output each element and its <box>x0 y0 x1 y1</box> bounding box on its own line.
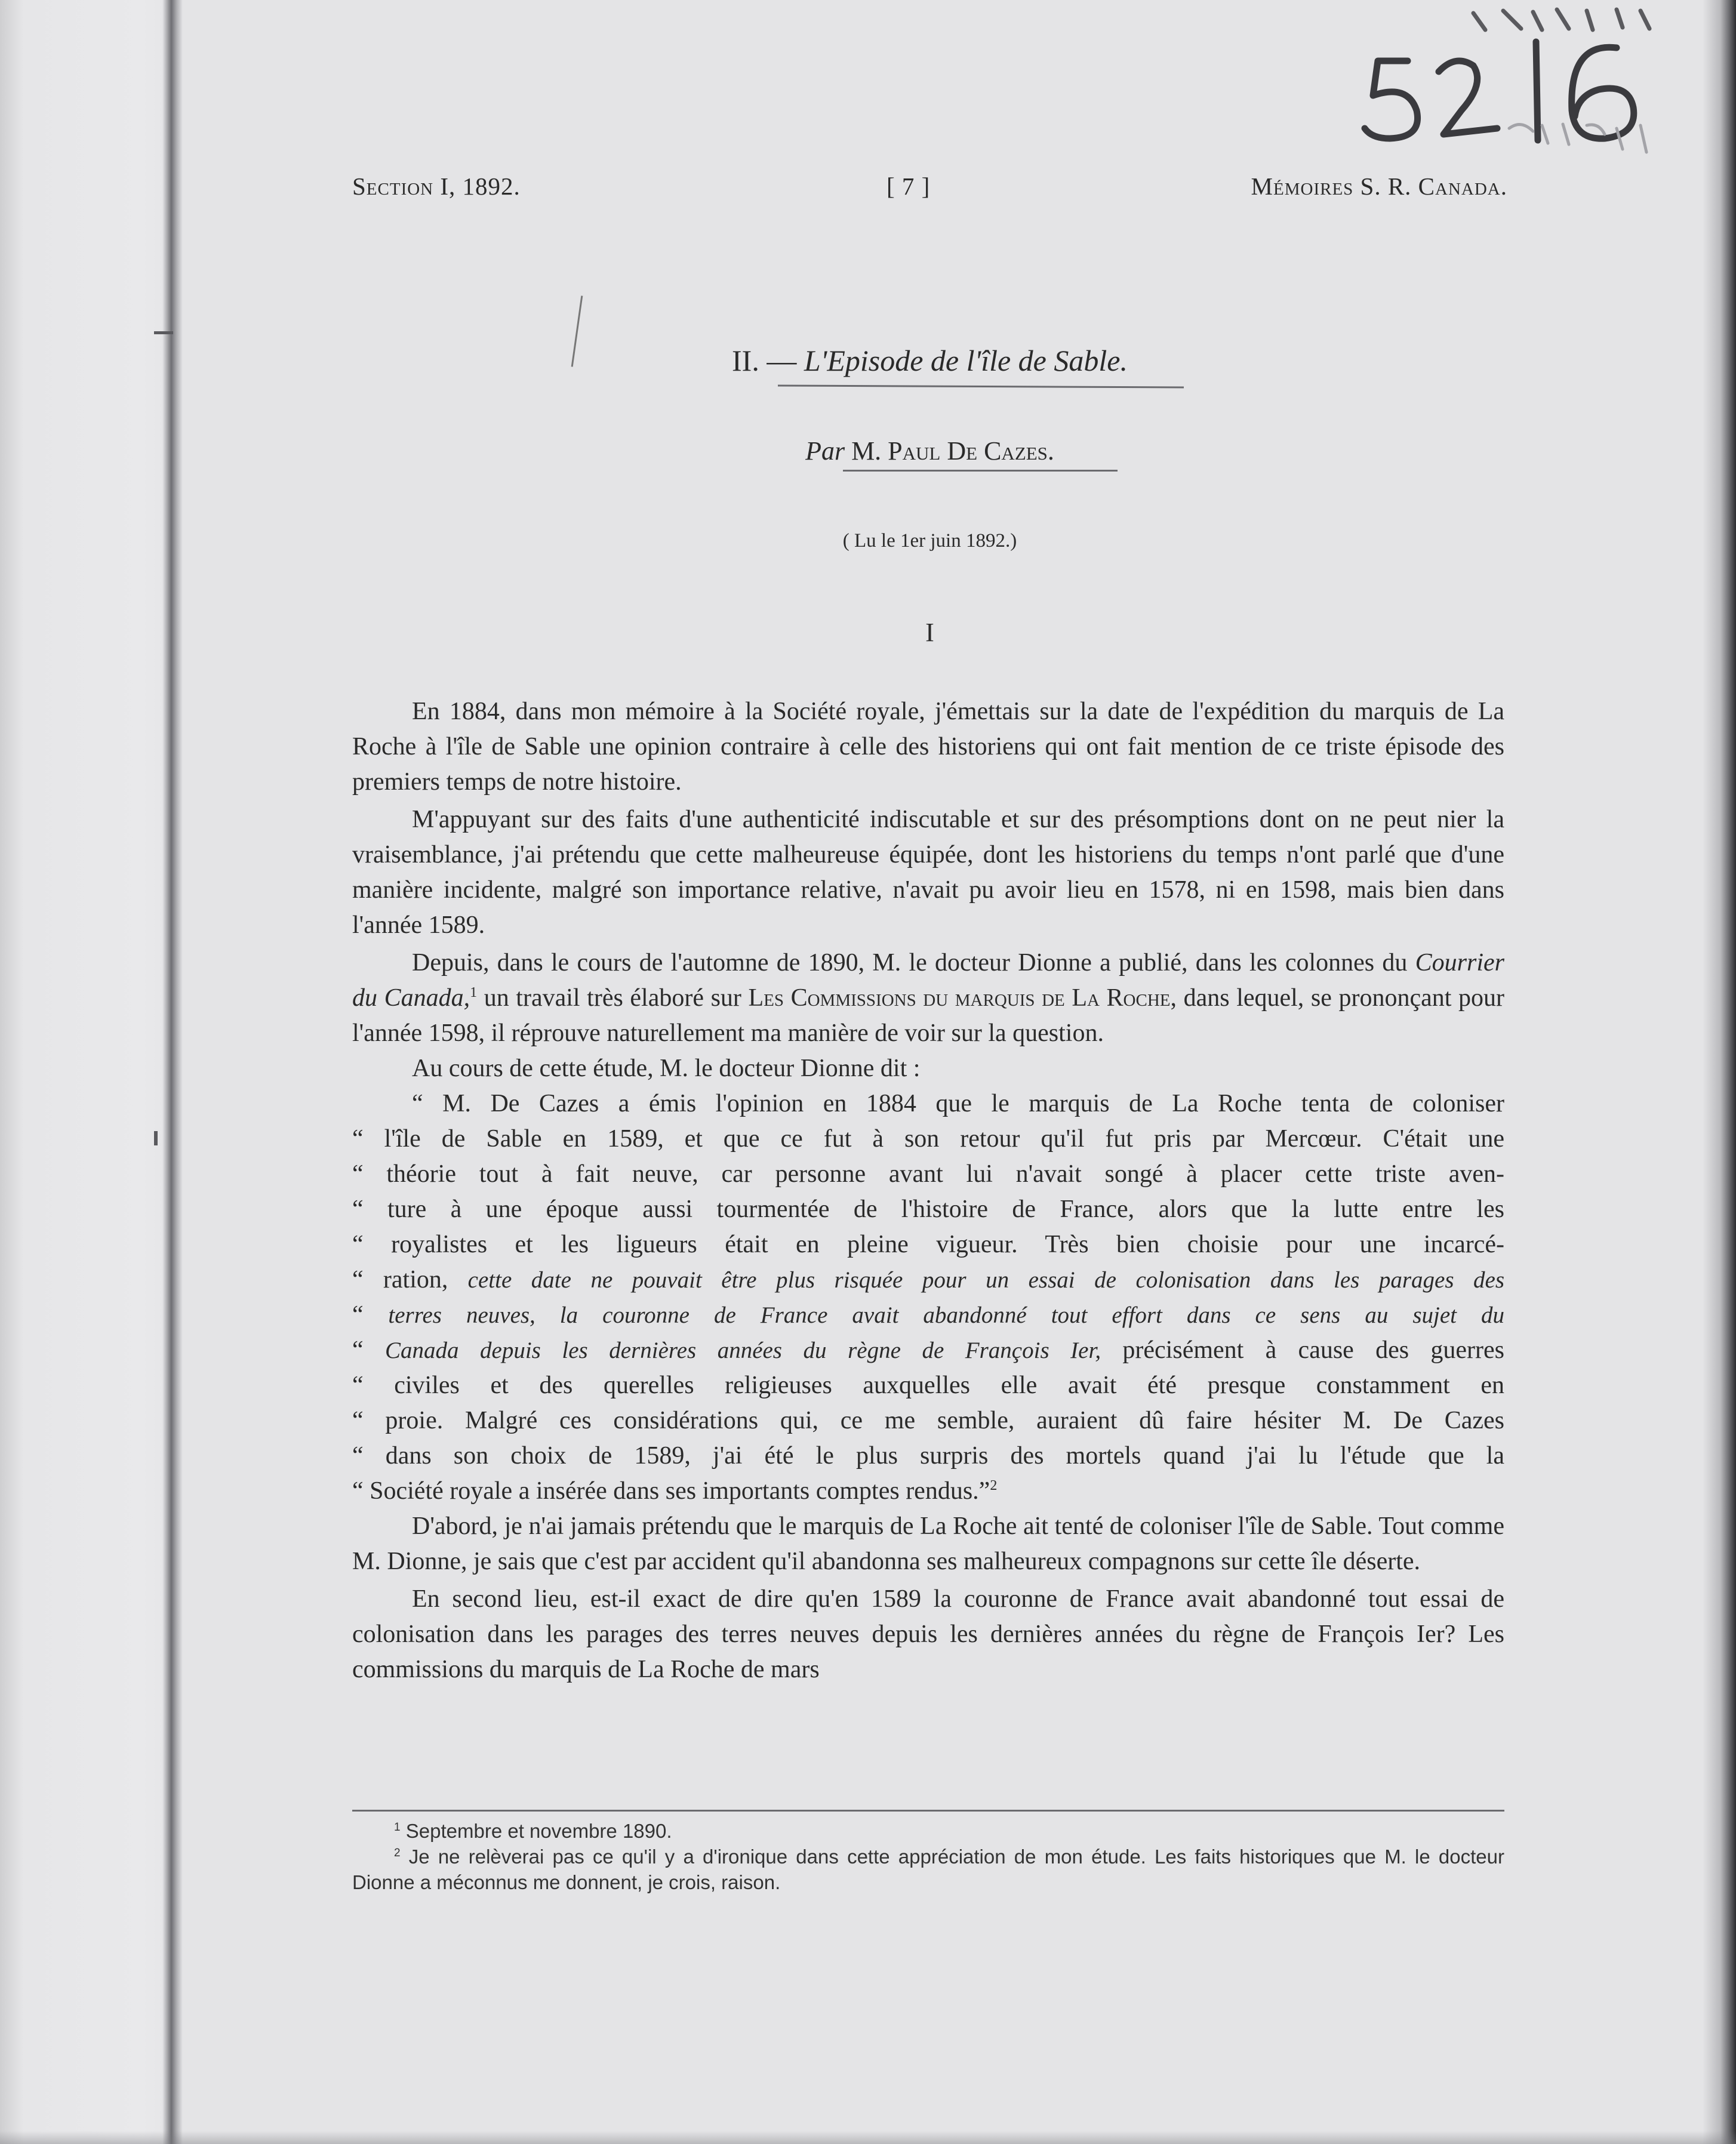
quote-text: précisément à cause des guerres <box>1122 1336 1505 1364</box>
footnote-number: 1 <box>394 1821 401 1834</box>
title-numeral: II. — <box>732 344 797 377</box>
page-left-margin <box>0 0 179 2144</box>
paragraph: En second lieu, est-il exact de dire qu'en 1589 la couronne de France avait abandonné tout essai de colonisation dans les parages des terres neuves depuis les dernières années du règne de François Ier? Les commissions du marquis de La Roche de mars <box>352 1585 1504 1683</box>
paragraph: M'appuyant sur des faits d'une authenticité indiscutable et sur des présomptions dont on ne peut nier la vraisemblance, j'ai prétendu que cette malheureuse équipée, dont les historiens du temps n'ont parlé que d'une manière incidente, malgré son importance relative, n'avait pu avoir lieu en 1578, ni en 1598, mais bien dans l'année 1589. <box>352 806 1504 939</box>
binding-shadow <box>162 0 183 2144</box>
title-underline <box>778 385 1184 389</box>
quote-line: “ royalistes et les ligueurs était en pleine vigueur. Très bien choisie pour une incarcé- <box>352 1231 1504 1258</box>
margin-tick-mark <box>154 331 173 334</box>
author-prefix: Par <box>805 436 845 466</box>
newspaper-title: Courrier du Canada, <box>352 949 1504 1012</box>
footnote-text: Septembre et novembre 1890. <box>405 1820 672 1842</box>
paragraph-text: un travail très élaboré sur <box>484 984 741 1012</box>
section-number: I <box>925 618 934 647</box>
quote-text: “ ration, <box>352 1266 448 1293</box>
quote-italic: cette date ne pouvait être plus risquée pour un essai de colonisation dans les parages des <box>467 1267 1505 1293</box>
quote-line <box>352 1474 1504 1509</box>
quote-line: “ M. De Cazes a émis l'opinion en 1884 que le marquis de La Roche tenta de coloniser <box>412 1090 1504 1117</box>
quote-italic: terres neuves, la couronne de France avait abandonné tout effort dans ce sens au sujet du <box>388 1302 1504 1328</box>
footnote-text: Je ne relèverai pas ce qu'il y a d'ironique dans cette appréciation de mon étude. Les faits historiques que M. le docteur Dionne a méconnus me donnent, je crois, raison. <box>352 1846 1504 1893</box>
paragraph <box>352 945 1504 1051</box>
quote-line: “ ture à une époque aussi tourmentée de l'histoire de France, alors que la lutte entre les <box>352 1196 1504 1223</box>
quote-line <box>352 1333 1504 1368</box>
quote-mark: “ <box>352 1336 364 1364</box>
paragraph-text: Depuis, dans le cours de l'automne de 1890, M. le docteur Dionne a publié, dans les colonnes du <box>412 949 1408 976</box>
quote-text: “ Société royale a insérée dans ses importants comptes rendus.” <box>352 1477 990 1505</box>
quote-line: “ civiles et des querelles religieuses auxquelles elle avait été presque constamment en <box>352 1372 1504 1399</box>
footnotes <box>352 1818 1504 1895</box>
article-title <box>352 343 1507 378</box>
work-title: Les Commissions du marquis de La Roche, <box>748 984 1177 1012</box>
running-head <box>352 172 1507 214</box>
page-right-edge <box>1703 0 1736 2144</box>
footnote-number: 2 <box>394 1847 401 1859</box>
paragraph: Au cours de cette étude, M. le docteur Dionne dit : <box>412 1055 921 1082</box>
article-body <box>352 694 1504 1687</box>
quote-line: “ théorie tout à fait neuve, car personne avant lui n'avait songé à placer cette triste aven- <box>352 1160 1504 1188</box>
paragraph: D'abord, je n'ai jamais prétendu que le marquis de La Roche ait tenté de coloniser l'île de Sable. Tout comme M. Dionne, je sais que c'est par accident qu'il abandonna ses malheureux compagnons sur cette île déserte. <box>352 1512 1504 1575</box>
quote-line: “ l'île de Sable en 1589, et que ce fut à son retour qu'il fut pris par Mercœur. C'était une <box>352 1125 1504 1153</box>
footnote <box>352 1818 1504 1844</box>
handwritten-top-note <box>1473 10 1649 30</box>
block-quote <box>352 1086 1504 1509</box>
footnote-ref: 2 <box>990 1478 998 1493</box>
author-line <box>352 436 1507 466</box>
author-underline <box>843 470 1118 472</box>
running-head-journal: Mémoires S. R. Canada. <box>1251 172 1507 200</box>
quote-line: “ dans son choix de 1589, j'ai été le plus surpris des mortels quand j'ai lu l'étude que la <box>352 1442 1504 1470</box>
footnote-ref: 1 <box>470 985 478 1000</box>
quote-line: “ proie. Malgré ces considérations qui, ce me semble, auraient dû faire hésiter M. De Cazes <box>352 1407 1504 1434</box>
page-bottom-edge <box>0 2131 1736 2144</box>
footnote-rule <box>352 1810 1504 1812</box>
author-name: M. Paul De Cazes. <box>851 436 1054 466</box>
quote-italic: Canada depuis les dernières années du règne de François Ier, <box>384 1338 1101 1363</box>
running-head-section: Section I, 1892. <box>352 172 521 200</box>
margin-tick-mark <box>154 1131 158 1145</box>
quote-mark: “ <box>352 1301 364 1329</box>
paragraph-text: dans lequel, se prononçant pour l'année 1598, il réprouve naturellement ma manière de voir sur la question. <box>352 984 1504 1047</box>
read-date: ( Lu le 1er juin 1892.) <box>842 530 1017 552</box>
quote-line <box>352 1262 1504 1298</box>
footnote <box>352 1844 1504 1895</box>
title-text: L'Episode de l'île de Sable. <box>804 344 1128 377</box>
quote-line <box>352 1298 1504 1333</box>
paragraph: En 1884, dans mon mémoire à la Société royale, j'émettais sur la date de l'expédition du marquis de La Roche à l'île de Sable une opinion contraire à celle des historiens qui ont fait mention de ce triste épisode des premiers temps de notre histoire. <box>352 698 1504 796</box>
handwritten-catalog-number <box>1306 6 1676 185</box>
page-number: [ 7 ] <box>887 172 931 200</box>
